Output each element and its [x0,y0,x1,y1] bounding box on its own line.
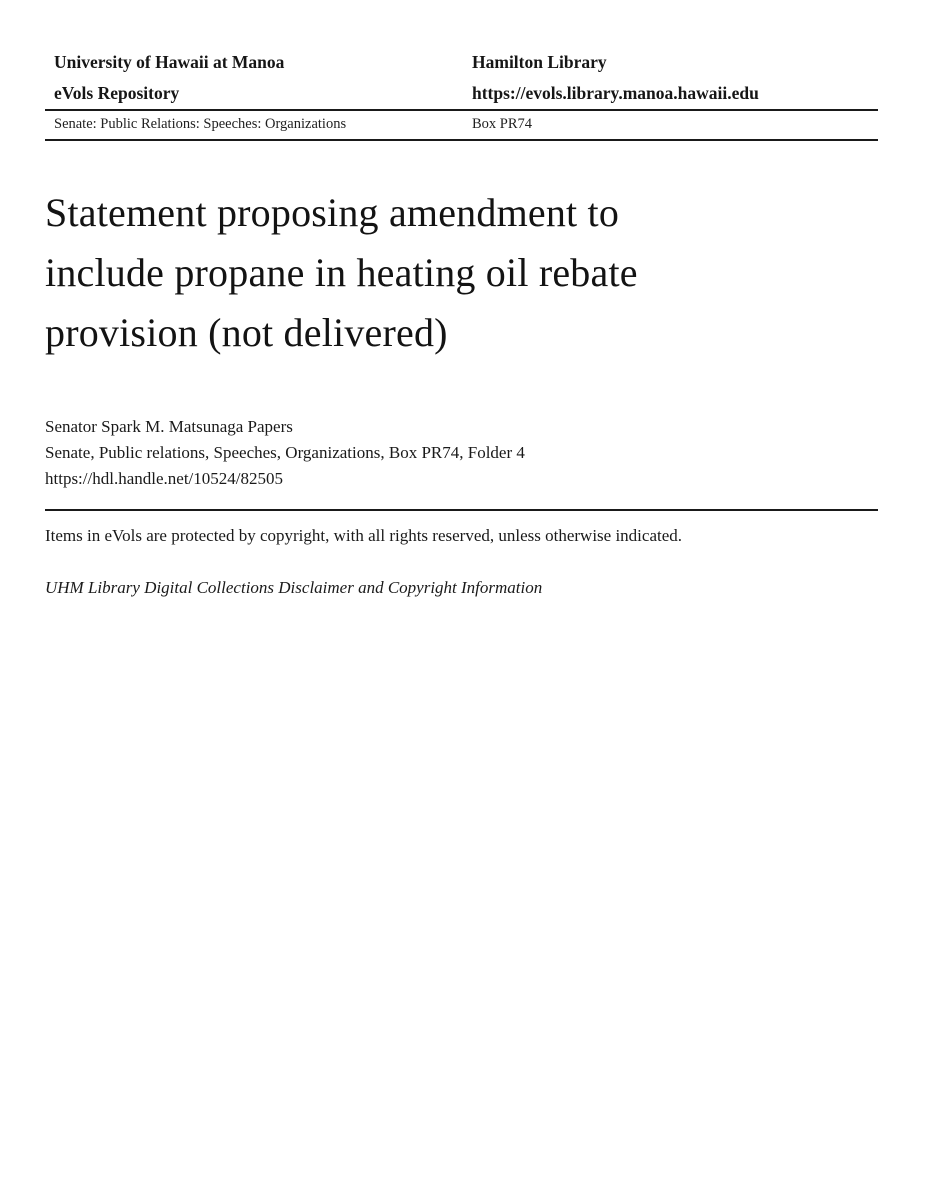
document-metadata [45,414,878,492]
copyright-notice: Items in eVols are protected by copyright, with all rights reserved, unless otherwise indicated. [45,526,683,545]
header-left-column [45,47,472,109]
repository-name: eVols Repository [54,83,180,103]
title-line-1: Statement proposing amendment to [45,190,620,235]
archival-location: Senate, Public relations, Speeches, Organizations, Box PR74, Folder 4 [45,443,525,462]
header-main-row [45,47,878,111]
header-meta-row [45,111,878,141]
collection-path: Senate: Public Relations: Speeches: Organizations [54,116,347,132]
collection-title: Senator Spark M. Matsunaga Papers [45,417,293,436]
library-name: Hamilton Library [472,52,607,72]
footer-divider [45,509,878,511]
repository-header [45,47,878,141]
document-title [45,183,878,363]
institution-name: University of Hawaii at Manoa [54,52,285,72]
document-body [45,183,878,601]
title-line-2: include propane in heating oil rebate [45,250,638,295]
box-number: Box PR74 [472,116,533,132]
disclaimer-link[interactable]: UHM Library Digital Collections Disclaimer and Copyright Information [45,578,543,597]
title-line-3: provision (not delivered) [45,310,448,355]
header-right-column [472,47,878,109]
repository-url-link[interactable]: https://evols.library.manoa.hawaii.edu [472,83,759,103]
handle-url-link[interactable]: https://hdl.handle.net/10524/82505 [45,469,283,488]
